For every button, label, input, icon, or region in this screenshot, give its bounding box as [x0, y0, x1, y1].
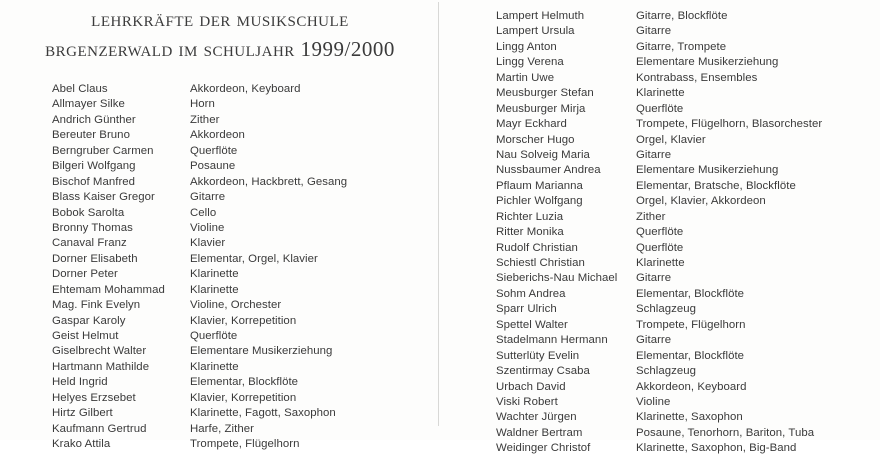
teacher-instruments: Elementare Musikerziehung	[636, 164, 779, 177]
teacher-row	[0, 314, 438, 329]
teacher-row	[0, 97, 438, 112]
teacher-instruments: Klavier, Korrepetition	[190, 391, 297, 404]
teacher-row	[0, 252, 438, 267]
teacher-name: Lampert Helmuth	[496, 10, 585, 22]
teacher-name: Martin Uwe	[496, 71, 555, 84]
teacher-row	[0, 329, 438, 344]
teacher-name: Giselbrecht Walter	[52, 345, 147, 358]
teacher-row	[0, 283, 438, 298]
teacher-name: Bereuter Bruno	[52, 129, 130, 142]
teacher-row	[440, 441, 880, 456]
teacher-row	[440, 148, 880, 163]
teacher-name: Held Ingrid	[52, 376, 108, 389]
teacher-row	[440, 179, 880, 194]
teacher-name: Abel Claus	[52, 83, 108, 95]
teacher-instruments: Cello	[190, 206, 217, 219]
teacher-name: Nau Solveig Maria	[496, 148, 590, 161]
teacher-instruments: Posaune	[190, 160, 236, 173]
teacher-name: Lingg Anton	[496, 40, 557, 53]
teacher-name: Canaval Franz	[52, 237, 127, 250]
teacher-row	[440, 256, 880, 271]
teacher-list-left	[0, 82, 438, 453]
teacher-instruments: Horn	[190, 98, 215, 111]
teacher-row	[440, 163, 880, 178]
teacher-row	[440, 426, 880, 441]
teacher-instruments: Querflöte	[190, 330, 238, 342]
teacher-name: Weidinger Christof	[496, 442, 591, 455]
teacher-instruments: Orgel, Klavier	[636, 133, 706, 146]
teacher-instruments: Posaune, Tenorhorn, Bariton, Tuba	[636, 426, 815, 439]
teacher-row	[0, 206, 438, 221]
teacher-row	[440, 194, 880, 209]
teacher-name: Bobok Sarolta	[52, 206, 125, 219]
teacher-row	[440, 71, 880, 86]
teacher-name: Rudolf Christian	[496, 241, 578, 254]
teacher-row	[440, 380, 880, 395]
teacher-row	[0, 113, 438, 128]
teacher-instruments: Violine	[636, 395, 671, 408]
teacher-row	[440, 349, 880, 364]
teacher-name: Kaufmann Gertrud	[52, 422, 147, 435]
teacher-name: Schiestl Christian	[496, 257, 585, 269]
teacher-instruments: Gitarre	[636, 272, 672, 285]
teacher-instruments: Akkordeon	[190, 129, 245, 142]
teacher-row	[440, 364, 880, 379]
teacher-instruments: Klarinette	[636, 257, 685, 269]
teacher-name: Viski Robert	[496, 395, 558, 408]
teacher-name: Richter Luzia	[496, 210, 564, 223]
teacher-name: Bischof Manfred	[52, 175, 136, 188]
teacher-name: Bilgeri Wolfgang	[52, 160, 136, 173]
teacher-instruments: Gitarre	[190, 191, 226, 204]
teacher-instruments: Klarinette, Fagott, Saxophon	[190, 407, 336, 420]
teacher-row	[440, 333, 880, 348]
teacher-row	[0, 437, 438, 452]
teacher-name: Blass Kaiser Gregor	[52, 191, 155, 204]
teacher-row	[0, 128, 438, 143]
teacher-name: Dorner Elisabeth	[52, 252, 138, 265]
teacher-row	[0, 267, 438, 282]
teacher-instruments: Klarinette	[190, 283, 239, 296]
page-title	[0, 0, 440, 64]
teacher-name: Pichler Wolfgang	[496, 195, 583, 208]
teacher-instruments: Querflöte	[190, 144, 238, 157]
teacher-name: Spettel Walter	[496, 318, 568, 331]
teacher-name: Gaspar Karoly	[52, 314, 126, 327]
teacher-row	[440, 271, 880, 286]
teacher-instruments: Zither	[190, 113, 220, 126]
teacher-instruments: Schlagzeug	[636, 303, 697, 316]
teacher-row	[440, 395, 880, 410]
teacher-row	[440, 102, 880, 117]
teacher-row	[0, 344, 438, 359]
teacher-name: Szentirmay Csaba	[496, 365, 590, 378]
teacher-instruments: Elementar, Blockflöte	[636, 349, 745, 362]
teacher-row	[440, 410, 880, 425]
teacher-instruments: Elementare Musikerziehung	[190, 345, 333, 358]
left-page	[0, 0, 438, 451]
teacher-name: Hirtz Gilbert	[52, 407, 113, 420]
teacher-instruments: Klarinette	[636, 87, 685, 100]
teacher-instruments: Trompete, Flügelhorn	[190, 438, 300, 451]
teacher-row	[440, 210, 880, 225]
teacher-instruments: Kontrabass, Ensembles	[636, 71, 758, 84]
teacher-row	[440, 40, 880, 55]
teacher-name: Allmayer Silke	[52, 98, 125, 111]
teacher-row	[0, 159, 438, 174]
teacher-instruments: Querflöte	[636, 102, 684, 115]
teacher-name: Geist Helmut	[52, 330, 119, 342]
teacher-name: Stadelmann Hermann	[496, 334, 608, 347]
teacher-row	[440, 318, 880, 333]
teacher-instruments: Elementar, Blockflöte	[190, 376, 299, 389]
teacher-instruments: Zither	[636, 210, 666, 223]
teacher-instruments: Schlagzeug	[636, 365, 697, 378]
teacher-instruments: Harfe, Zither	[190, 422, 254, 435]
teacher-name: Morscher Hugo	[496, 133, 575, 146]
teacher-name: Meusburger Stefan	[496, 87, 594, 100]
right-page	[440, 0, 880, 455]
teacher-instruments: Elementar, Orgel, Klavier	[190, 252, 318, 265]
teacher-row	[440, 241, 880, 256]
teacher-row	[0, 360, 438, 375]
teacher-name: Sohm Andrea	[496, 287, 566, 300]
teacher-instruments: Elementare Musikerziehung	[636, 56, 779, 69]
teacher-instruments: Querflöte	[636, 241, 684, 254]
teacher-row	[440, 24, 880, 39]
teacher-instruments: Elementar, Bratsche, Blockflöte	[636, 179, 796, 192]
teacher-name: Lampert Ursula	[496, 25, 575, 38]
teacher-row	[440, 287, 880, 302]
teacher-name: Bronny Thomas	[52, 221, 133, 234]
teacher-instruments: Klarinette	[190, 268, 239, 281]
teacher-row	[440, 9, 880, 24]
teacher-row	[440, 302, 880, 317]
teacher-instruments: Trompete, Flügelhorn, Blasorchester	[636, 118, 823, 131]
teacher-row	[440, 117, 880, 132]
teacher-row	[0, 406, 438, 421]
teacher-name: Waldner Bertram	[496, 426, 583, 439]
teacher-instruments: Klarinette, Saxophon	[636, 411, 743, 424]
teacher-name: Ritter Monika	[496, 226, 564, 239]
title-line-2: brgenzerwald im schuljahr 1999/2000	[45, 37, 395, 61]
teacher-row	[0, 82, 438, 97]
teacher-name: Helyes Erzsebet	[52, 391, 136, 404]
teacher-name: Pflaum Marianna	[496, 179, 583, 192]
teacher-row	[0, 175, 438, 190]
teacher-row	[0, 236, 438, 251]
teacher-row	[440, 55, 880, 70]
teacher-row	[0, 144, 438, 159]
teacher-instruments: Klavier, Korrepetition	[190, 314, 297, 327]
teacher-row	[0, 221, 438, 236]
teacher-name: Wachter Jürgen	[496, 411, 577, 424]
teacher-list-right	[440, 9, 880, 457]
teacher-row	[0, 375, 438, 390]
teacher-name: Sparr Ulrich	[496, 303, 557, 316]
teacher-instruments: Klarinette, Saxophon, Big-Band	[636, 442, 797, 455]
title-line-1: lehrkräfte der musikschule	[91, 7, 349, 31]
teacher-instruments: Klarinette	[190, 360, 239, 373]
page-gutter-divider	[438, 2, 439, 426]
teacher-name: Sieberichs-Nau Michael	[496, 272, 618, 285]
teacher-row	[440, 133, 880, 148]
teacher-instruments: Trompete, Flügelhorn	[636, 318, 746, 331]
teacher-instruments: Akkordeon, Hackbrett, Gesang	[190, 175, 348, 188]
teacher-name: Lingg Verena	[496, 56, 564, 69]
teacher-name: Dorner Peter	[52, 268, 118, 281]
teacher-instruments: Elementar, Blockflöte	[636, 287, 745, 300]
teacher-row	[440, 86, 880, 101]
teacher-name: Urbach David	[496, 380, 566, 393]
teacher-instruments: Gitarre, Trompete	[636, 40, 727, 53]
teacher-instruments: Akkordeon, Keyboard	[636, 380, 747, 393]
teacher-instruments: Gitarre	[636, 334, 672, 347]
teacher-instruments: Akkordeon, Keyboard	[190, 83, 301, 95]
teacher-row	[0, 190, 438, 205]
teacher-name: Ehtemam Mohammad	[52, 283, 165, 296]
teacher-name: Mag. Fink Evelyn	[52, 299, 141, 312]
teacher-name: Mayr Eckhard	[496, 118, 567, 131]
teacher-instruments: Klavier	[190, 237, 226, 250]
teacher-instruments: Gitarre	[636, 148, 672, 161]
teacher-instruments: Gitarre	[636, 25, 672, 38]
teacher-name: Meusburger Mirja	[496, 102, 586, 115]
teacher-name: Krako Attila	[52, 438, 111, 451]
teacher-row	[0, 298, 438, 313]
teacher-name: Nussbaumer Andrea	[496, 164, 601, 177]
teacher-name: Hartmann Mathilde	[52, 360, 150, 373]
teacher-instruments: Violine, Orchester	[190, 299, 282, 312]
teacher-instruments: Violine	[190, 221, 225, 234]
teacher-name: Andrich Günther	[52, 113, 136, 126]
teacher-name: Berngruber Carmen	[52, 144, 154, 157]
teacher-instruments: Orgel, Klavier, Akkordeon	[636, 195, 766, 208]
teacher-row	[0, 422, 438, 437]
teacher-instruments: Querflöte	[636, 226, 684, 239]
teacher-instruments: Gitarre, Blockflöte	[636, 10, 728, 22]
teacher-row	[440, 225, 880, 240]
teacher-row	[0, 391, 438, 406]
teacher-name: Sutterlüty Evelin	[496, 349, 580, 362]
